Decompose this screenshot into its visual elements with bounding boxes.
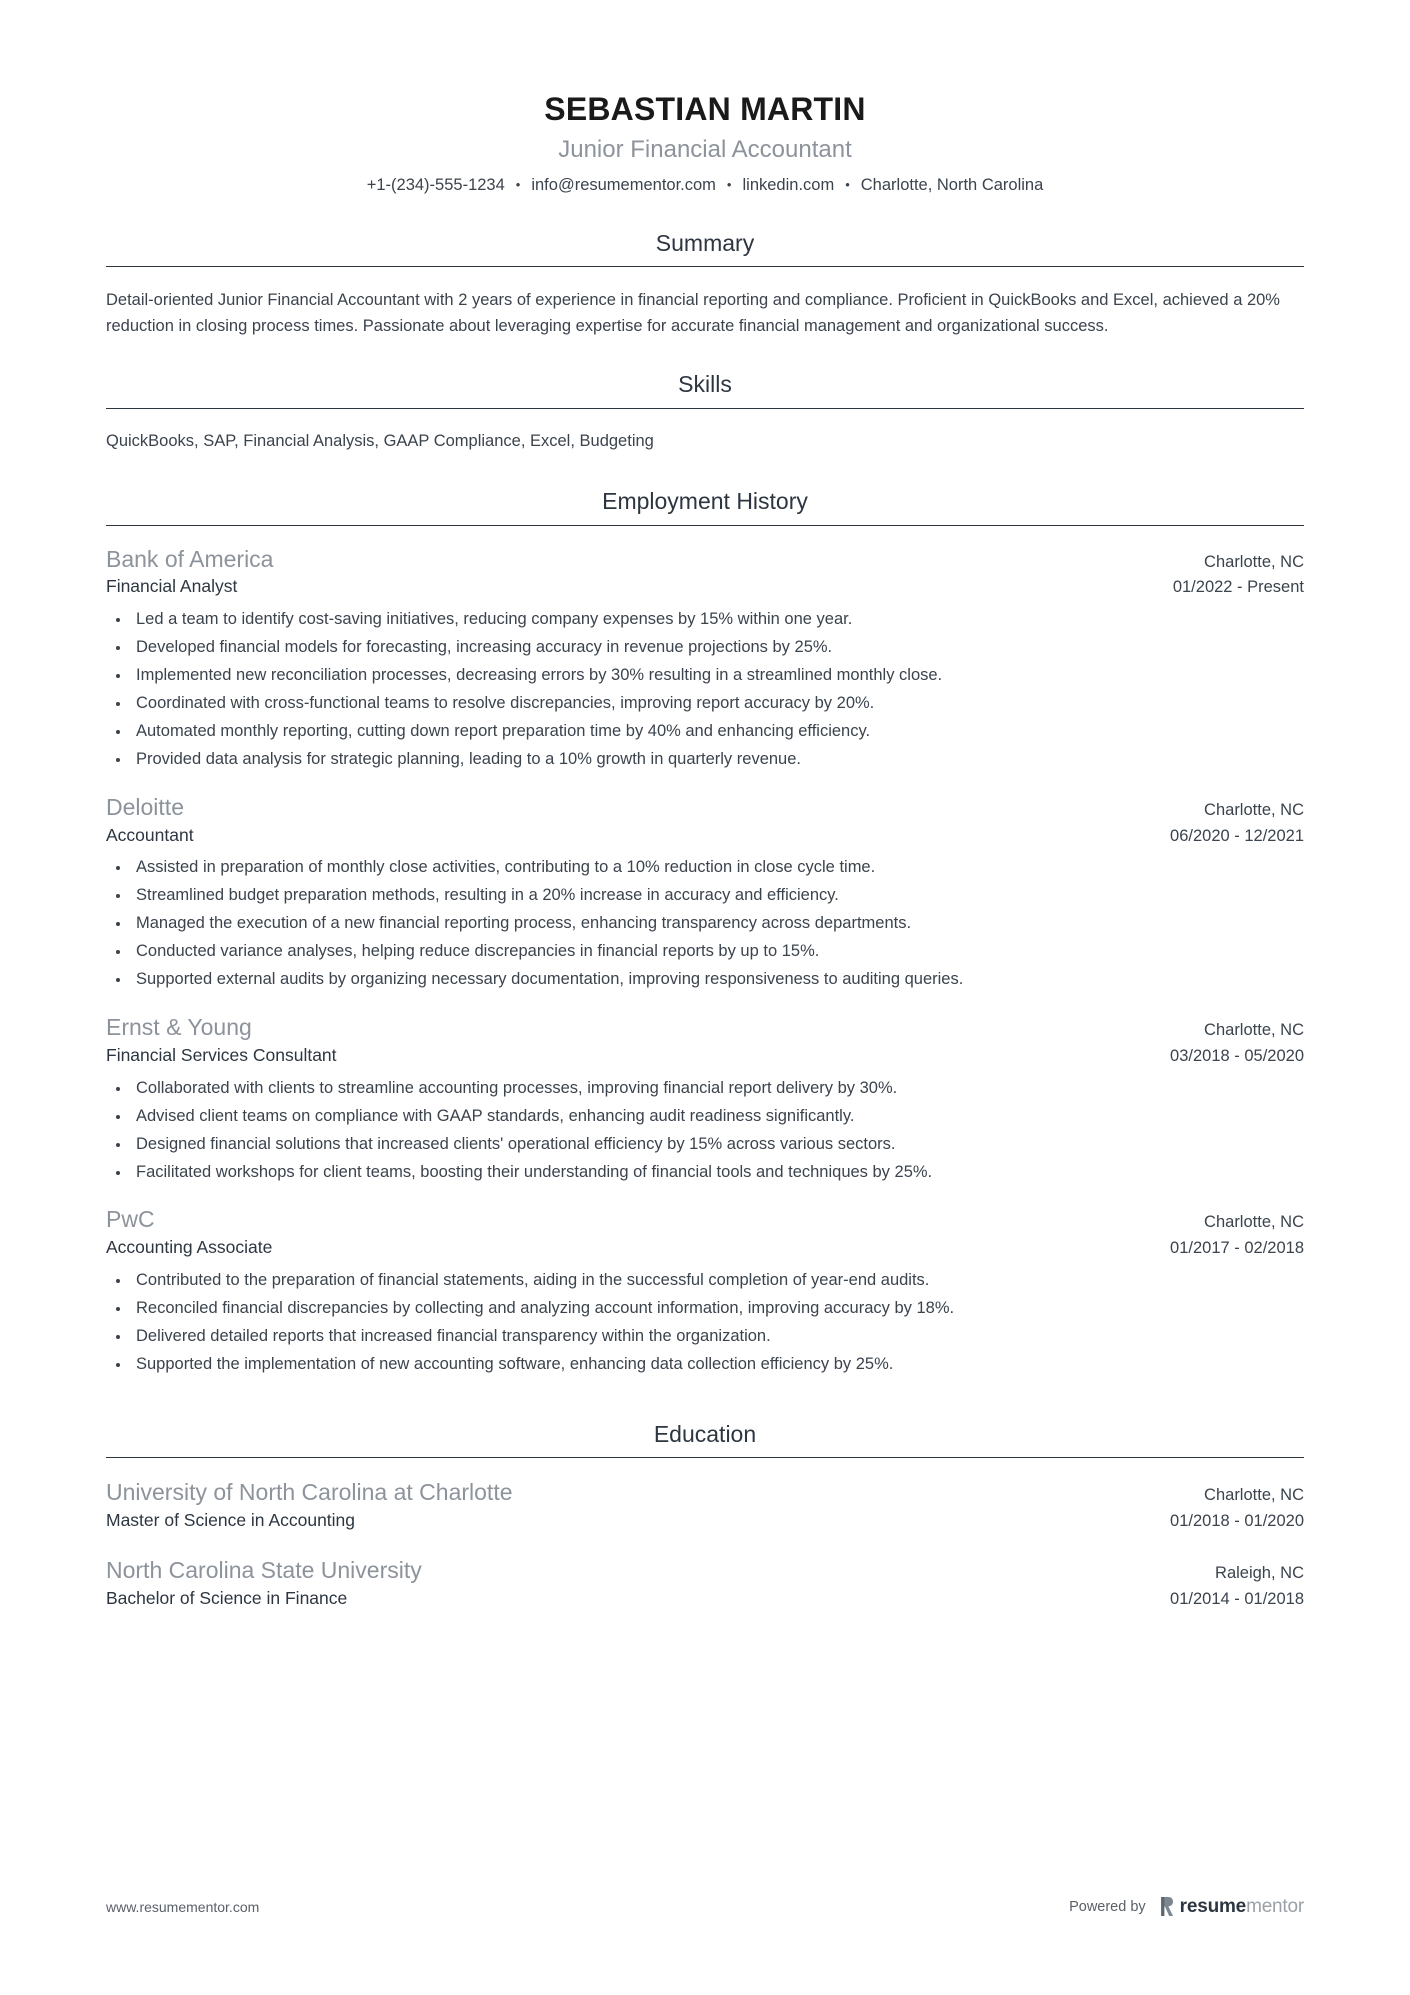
section-title-summary: Summary: [655, 229, 755, 256]
job-bullet-list: [106, 857, 1304, 991]
list-item: Advised client teams on compliance with GAAP standards, enhancing audit readiness significantly.: [106, 1106, 1304, 1128]
section-title-employment-history: Employment History: [602, 487, 808, 514]
contact-separator-icon: •: [515, 177, 521, 193]
employment-entry-sub: [106, 825, 1304, 847]
employment-entry-head: [106, 1013, 1304, 1042]
section-employment-history: [106, 488, 1304, 1376]
education-entry-sub: [106, 1588, 1304, 1610]
school-location: Charlotte, NC: [1204, 1486, 1304, 1505]
contact-phone: +1-(234)-555-1234: [366, 175, 505, 194]
section-summary: [106, 230, 1304, 340]
skills-body: [106, 428, 1304, 454]
job-role: Financial Services Consultant: [106, 1044, 337, 1065]
list-item: Supported external audits by organizing necessary documentation, improving responsiveness to auditing queries.: [106, 969, 1304, 991]
summary-text: Detail-oriented Junior Financial Accountant with 2 years of experience in financial reporting and compliance. Proficient in QuickBooks and Excel, achieved a 20% reduction in closing process times. Passionate about leveraging expertise for accurate financial management and organizational success.: [106, 291, 1280, 336]
contact-line: [106, 176, 1304, 196]
section-education: [106, 1421, 1304, 1610]
employer-location: Charlotte, NC: [1204, 1021, 1304, 1040]
employment-entry: [106, 1013, 1304, 1183]
job-bullet-list: [106, 1078, 1304, 1184]
list-item: Reconciled financial discrepancies by collecting and analyzing account information, improving accuracy by 18%.: [106, 1298, 1304, 1320]
employment-entry-head: [106, 545, 1304, 574]
school-location: Raleigh, NC: [1215, 1564, 1304, 1583]
employer-name: Bank of America: [106, 545, 274, 572]
list-item: Collaborated with clients to streamline accounting processes, improving financial report delivery by 30%.: [106, 1078, 1304, 1100]
employer-location: Charlotte, NC: [1204, 552, 1304, 571]
contact-email[interactable]: info@resumementor.com: [531, 175, 716, 194]
list-item: Conducted variance analyses, helping reduce discrepancies in financial reports by up to 15%.: [106, 941, 1304, 963]
employer-name: Deloitte: [106, 793, 184, 820]
contact-location: Charlotte, North Carolina: [860, 175, 1044, 194]
job-dates: 01/2017 - 02/2018: [1170, 1239, 1304, 1258]
summary-body: [106, 287, 1304, 339]
employment-entry: [106, 545, 1304, 771]
list-item: Implemented new reconciliation processes, decreasing errors by 30% resulting in a streamlined monthly close.: [106, 665, 1304, 687]
resumementor-mark-icon: [1160, 1896, 1174, 1917]
degree-dates: 01/2018 - 01/2020: [1170, 1512, 1304, 1531]
section-title-education: Education: [653, 1420, 757, 1447]
contact-linkedin[interactable]: linkedin.com: [742, 175, 835, 194]
brand-name-light: mentor: [1246, 1896, 1304, 1917]
employment-entry: [106, 1205, 1304, 1375]
employer-name: Ernst & Young: [106, 1014, 252, 1041]
list-item: Assisted in preparation of monthly close activities, contributing to a 10% reduction in close cycle time.: [106, 857, 1304, 879]
degree-name: Bachelor of Science in Finance: [106, 1587, 348, 1608]
education-entry: [106, 1556, 1304, 1610]
employer-location: Charlotte, NC: [1204, 800, 1304, 819]
contact-separator-icon: •: [726, 177, 732, 193]
education-entry-sub: [106, 1510, 1304, 1532]
list-item: Coordinated with cross-functional teams to resolve discrepancies, improving report accuracy by 20%.: [106, 693, 1304, 715]
footer-branding: [1069, 1896, 1304, 1917]
section-divider: [106, 1457, 1304, 1458]
section-divider: [106, 408, 1304, 409]
employment-entry: [106, 793, 1304, 991]
list-item: Designed financial solutions that increased clients' operational efficiency by 15% across various sectors.: [106, 1134, 1304, 1156]
list-item: Contributed to the preparation of financial statements, aiding in the successful completion of year-end audits.: [106, 1270, 1304, 1292]
list-item: Facilitated workshops for client teams, boosting their understanding of financial tools and techniques by 25%.: [106, 1162, 1304, 1184]
page-footer: [106, 1896, 1304, 1917]
brand-name-strong: resume: [1179, 1896, 1247, 1917]
employment-entry-sub: [106, 1237, 1304, 1259]
list-item: Supported the implementation of new accounting software, enhancing data collection efficiency by 25%.: [106, 1354, 1304, 1376]
school-name: North Carolina State University: [106, 1557, 422, 1584]
resumementor-wordmark: [1180, 1897, 1304, 1916]
job-role: Financial Analyst: [106, 576, 238, 597]
job-role: Accounting Associate: [106, 1237, 273, 1258]
employment-entry-head: [106, 793, 1304, 822]
job-bullet-list: [106, 1270, 1304, 1376]
degree-dates: 01/2014 - 01/2018: [1170, 1589, 1304, 1608]
employer-location: Charlotte, NC: [1204, 1213, 1304, 1232]
section-skills: [106, 371, 1304, 454]
degree-name: Master of Science in Accounting: [106, 1510, 356, 1531]
employer-name: PwC: [106, 1206, 155, 1233]
education-entry: [106, 1478, 1304, 1532]
contact-separator-icon: •: [845, 177, 850, 193]
section-title-skills: Skills: [678, 371, 732, 398]
footer-website-url[interactable]: www.resumementor.com: [106, 1898, 260, 1915]
employment-entry-sub: [106, 1045, 1304, 1067]
education-entry-head: [106, 1556, 1304, 1585]
resumementor-logo[interactable]: [1160, 1896, 1304, 1917]
employment-entry-sub: [106, 576, 1304, 598]
education-entry-head: [106, 1478, 1304, 1507]
employment-entry-head: [106, 1205, 1304, 1234]
candidate-name: SEBASTIAN MARTIN: [544, 91, 866, 127]
list-item: Developed financial models for forecasting, increasing accuracy in revenue projections by 25%.: [106, 637, 1304, 659]
skills-text: QuickBooks, SAP, Financial Analysis, GAAP Compliance, Excel, Budgeting: [106, 431, 654, 450]
job-dates: 01/2022 - Present: [1172, 578, 1304, 597]
job-dates: 03/2018 - 05/2020: [1170, 1046, 1304, 1065]
list-item: Managed the execution of a new financial reporting process, enhancing transparency across departments.: [106, 913, 1304, 935]
list-item: Provided data analysis for strategic planning, leading to a 10% growth in quarterly revenue.: [106, 749, 1304, 771]
candidate-job-title: Junior Financial Accountant: [558, 136, 852, 164]
job-bullet-list: [106, 609, 1304, 771]
job-role: Accountant: [106, 824, 194, 845]
list-item: Automated monthly reporting, cutting down report preparation time by 40% and enhancing efficiency.: [106, 721, 1304, 743]
job-dates: 06/2020 - 12/2021: [1170, 826, 1304, 845]
section-divider: [106, 266, 1304, 267]
list-item: Delivered detailed reports that increased financial transparency within the organization.: [106, 1326, 1304, 1348]
school-name: University of North Carolina at Charlotte: [106, 1479, 513, 1506]
section-divider: [106, 525, 1304, 526]
list-item: Led a team to identify cost-saving initiatives, reducing company expenses by 15% within one year.: [106, 609, 1304, 631]
resume-header: [106, 0, 1304, 196]
list-item: Streamlined budget preparation methods, resulting in a 20% increase in accuracy and efficiency.: [106, 885, 1304, 907]
powered-by-label: Powered by: [1069, 1898, 1146, 1915]
